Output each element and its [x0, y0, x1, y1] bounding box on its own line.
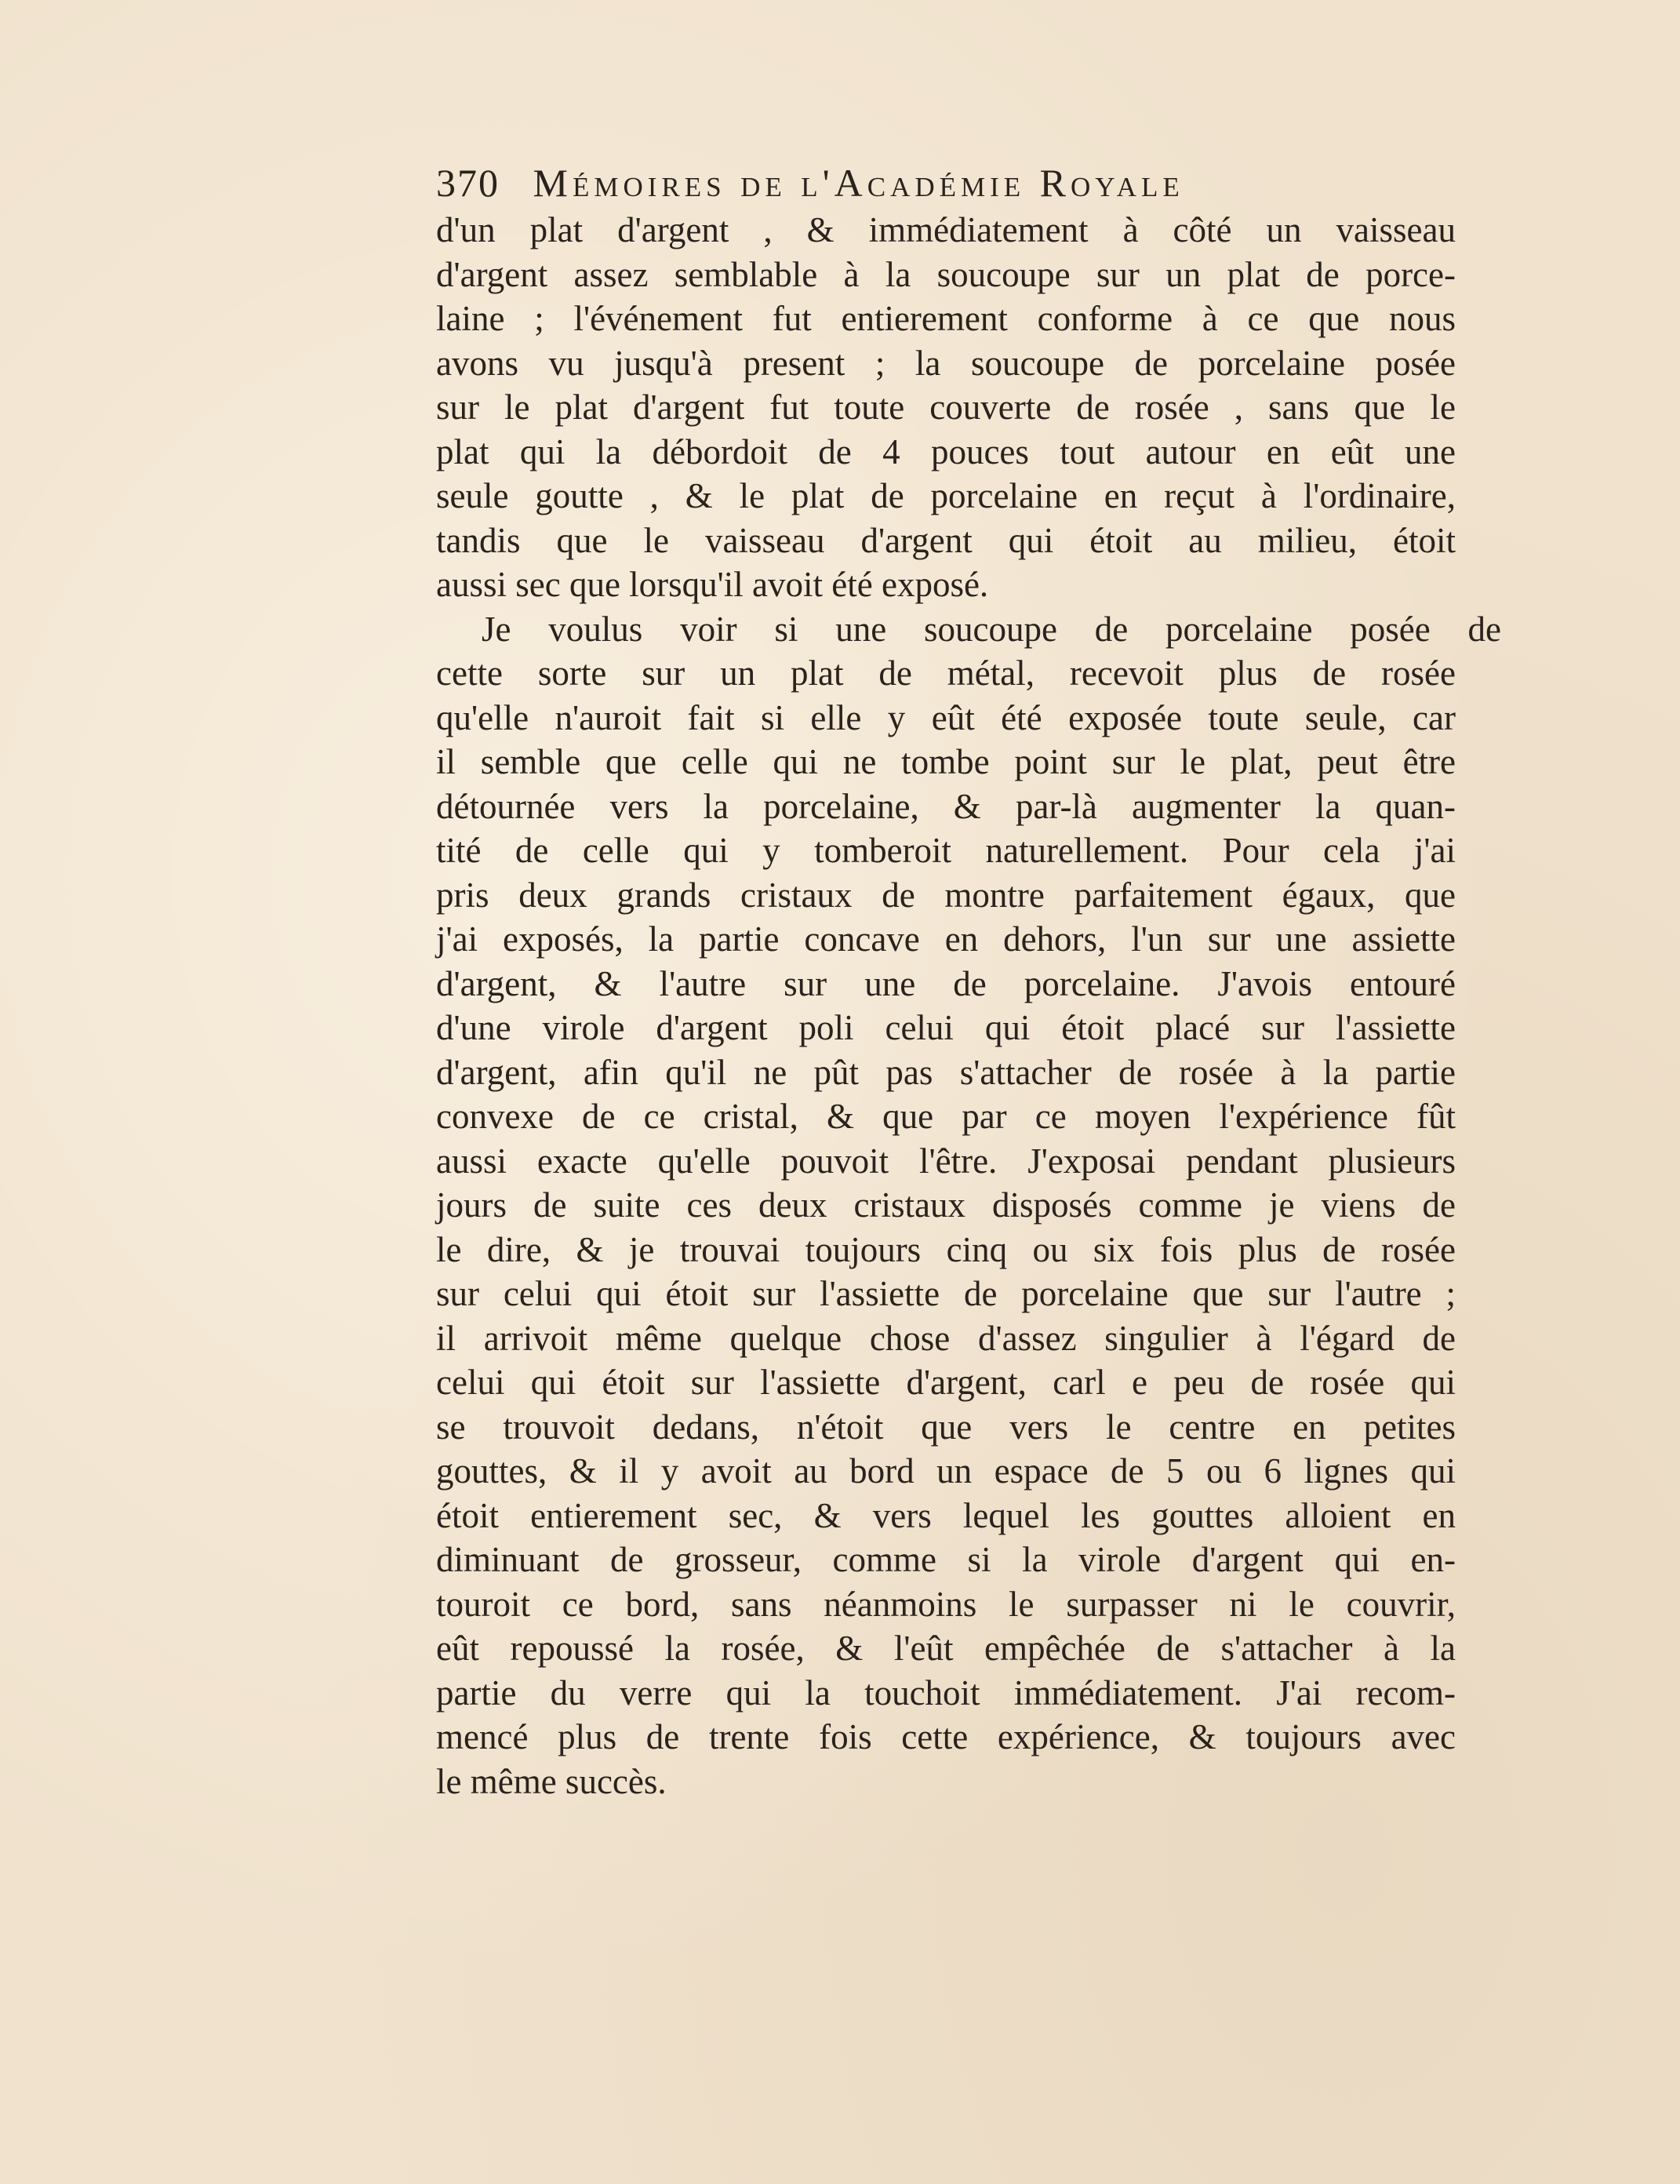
text-line: diminuant de grosseur, comme si la virole d'argent qui en- — [436, 1540, 1456, 1579]
text-line: sur celui qui étoit sur l'assiette de porcelaine que sur l'autre ; — [436, 1274, 1456, 1313]
text-line: se trouvoit dedans, n'étoit que vers le centre en petites — [436, 1407, 1456, 1447]
text-line: pris deux grands cristaux de montre parfaitement égaux, que — [436, 875, 1456, 915]
page-number: 370 — [436, 161, 500, 205]
text-line: plat qui la débordoit de 4 pouces tout autour en eût une — [436, 431, 1456, 471]
paragraph-1 — [436, 208, 1456, 607]
text-line: touroit ce bord, sans néanmoins le surpasser ni le couvrir, — [436, 1584, 1456, 1624]
body-text — [436, 208, 1501, 1804]
running-header — [436, 155, 1346, 210]
text-line: qu'elle n'auroit fait si elle y eût été exposée toute seule, car — [436, 697, 1456, 737]
text-line: d'argent assez semblable à la soucoupe sur un plat de porce- — [436, 254, 1456, 294]
text-line: gouttes, & il y avoit au bord un espace de 5 ou 6 lignes qui — [436, 1451, 1456, 1491]
text-line: convexe de ce cristal, & que par ce moyen l'expérience fût — [436, 1097, 1456, 1136]
text-line: le même succès. — [436, 1761, 667, 1801]
text-line: jours de suite ces deux cristaux disposés comme je viens de — [436, 1185, 1456, 1225]
text-line: celui qui étoit sur l'assiette d'argent, carl e peu de rosée qui — [436, 1363, 1456, 1402]
text-line: tandis que le vaisseau d'argent qui étoit au milieu, étoit — [436, 520, 1456, 560]
text-line: mencé plus de trente fois cette expérience, & toujours avec — [436, 1717, 1456, 1756]
text-line: laine ; l'événement fut entierement conforme à ce que nous — [436, 299, 1456, 338]
text-line: il semble que celle qui ne tombe point sur le plat, peut être — [436, 742, 1456, 781]
text-line: cette sorte sur un plat de métal, recevoit plus de rosée — [436, 653, 1456, 693]
text-line: d'argent, & l'autre sur une de porcelaine. J'avois entouré — [436, 963, 1456, 1003]
text-line: seule goutte , & le plat de porcelaine en reçut à l'ordinaire, — [436, 476, 1456, 515]
text-line: il arrivoit même quelque chose d'assez singulier à l'égard de — [436, 1318, 1456, 1358]
text-line: étoit entierement sec, & vers lequel les gouttes alloient en — [436, 1495, 1456, 1535]
running-title: Mémoires de l'Académie Royale — [533, 161, 1184, 205]
text-line: tité de celle qui y tomberoit naturellement. Pour cela j'ai — [436, 831, 1456, 870]
text-line: d'argent, afin qu'il ne pût pas s'attacher de rosée à la partie — [436, 1052, 1456, 1092]
paragraph-2 — [436, 607, 1501, 1804]
text-line: le dire, & je trouvai toujours cinq ou six fois plus de rosée — [436, 1229, 1456, 1269]
text-line: aussi sec que lorsqu'il avoit été exposé. — [436, 565, 989, 604]
text-line: d'une virole d'argent poli celui qui étoit placé sur l'assiette — [436, 1008, 1456, 1047]
text-line: aussi exacte qu'elle pouvoit l'être. J'exposai pendant plusieurs — [436, 1141, 1456, 1181]
text-line: j'ai exposés, la partie concave en dehors, l'un sur une assiette — [436, 919, 1456, 959]
text-line: avons vu jusqu'à present ; la soucoupe de porcelaine posée — [436, 343, 1456, 383]
text-line: sur le plat d'argent fut toute couverte de rosée , sans que le — [436, 388, 1456, 427]
text-line: détournée vers la porcelaine, & par-là augmenter la quan- — [436, 786, 1456, 826]
text-line: d'un plat d'argent , & immédiatement à côté un vaisseau — [436, 210, 1456, 249]
text-line: eût repoussé la rosée, & l'eût empêchée de s'attacher à la — [436, 1629, 1456, 1668]
text-line: partie du verre qui la touchoit immédiatement. J'ai recom- — [436, 1673, 1456, 1713]
text-line: Je voulus voir si une soucoupe de porcelaine posée de — [482, 609, 1501, 649]
